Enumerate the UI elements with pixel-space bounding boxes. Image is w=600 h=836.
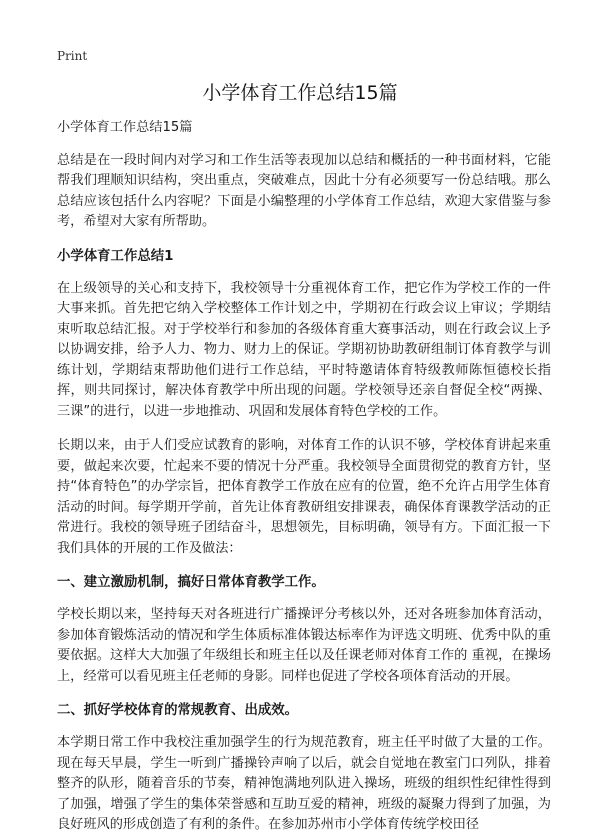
article-subtitle: 小学体育工作总结15篇 <box>57 120 193 135</box>
page-title: 小学体育工作总结15篇 <box>202 82 398 104</box>
paragraph-routine: 本学期日常工作中我校注重加强学生的行为规范教育，班主任平时做了大量的工作。现在每天早晨，学生一听到广播操铃声响了以后，就会自觉地在教室门口列队，排着整齐的队形，随着音乐的节奏，精神饱满地列队进入操场，班级的组织性纪律性得到了加强，增强了学生的集体荣誉感和互助互爱的精神，班级的凝聚力得到了加强，为良好班风的形成创造了有利的条件。在参加苏州市小学体育传统学校田径 <box>57 735 551 832</box>
paragraph-incentive: 学校长期以来，坚持每天对各班进行广播操评分考核以外，还对各班参加体育活动，参加体育锻炼活动的情况和学生体质标准体锻达标率作为评选文明班、优秀中队的重要依据。这样大大加强了年级组长和班主任以及任课老师对体育工作的 重视，在操场上，经常可以看见班主任老师的身影。同样也促进了学校各项体育活动的开展。 <box>57 607 551 684</box>
paragraph-leadership: 在上级领导的关心和支持下，我校领导十分重视体育工作，把它作为学校工作的一件大事来抓。首先把它纳入学校整体工作计划之中，学期初在行政会议上审议；学期结束听取总结汇报。对于学校举行和参加的各级体育重大赛事活动，则在行政会议上予以协调安排，给予人力、物力、财力上的保证。学期初协助教研组制订体育教学与训练计划，学期结束帮助他们进行工作总结，平时特邀请体育特级教师陈恒德校长指挥，则共同探讨，解决体育教学中所出现的问题。学校领导还亲自督促全校“两操、三课”的进行，以进一步地推动、巩固和发展体育特色学校的工作。 <box>57 280 551 419</box>
paragraph-long-term: 长期以来，由于人们受应试教育的影响，对体育工作的认识不够，学校体育讲起来重要，做起来次要，忙起来不要的情况十分严重。我校领导全面贯彻党的教育方针，坚持“体育特色”的办学宗旨，把体育教学工作放在应有的位置，绝不允许占用学生体育活动的时间。每学期开学前，首先让体育教研组安排课表，确保体育课教学活动的正常进行。我校的领导班子团结奋斗，思想领先，目标明确，领导有方。下面汇报一下我们具体的开展的工作及做法： <box>57 438 551 556</box>
intro-paragraph: 总结是在一段时间内对学习和工作生活等表现加以总结和概括的一种书面材料，它能帮我们理顺知识结构，突出重点，突破难点，因此十分有必须要写一份总结哦。那么总结应该包括什么内容呢？下面是小编整理的小学体育工作总结，欢迎大家借鉴与参考，希望对大家有所帮助。 <box>57 152 551 229</box>
print-link[interactable]: Print <box>57 49 88 63</box>
subheading-routine: 二、抓好学校体育的常规教育、出成效。 <box>57 703 299 718</box>
article-body <box>57 118 551 836</box>
section-heading-1: 小学体育工作总结1 <box>57 248 174 264</box>
subheading-incentive: 一、建立激励机制，搞好日常体育教学工作。 <box>57 575 325 590</box>
